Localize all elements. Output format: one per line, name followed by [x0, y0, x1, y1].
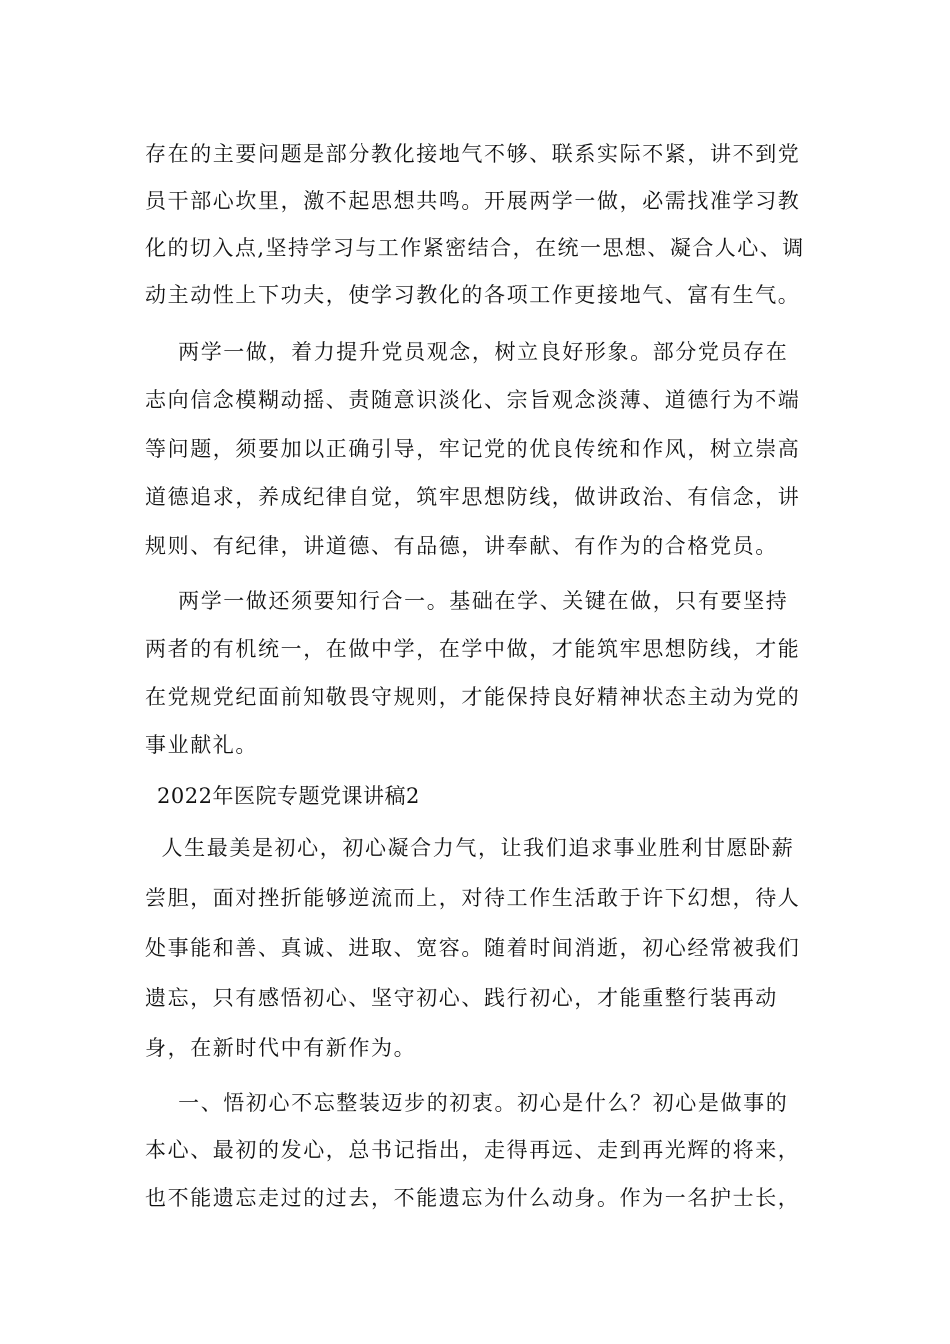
text-line: 规则、有纪律，讲道德、有品德，讲奉献、有作为的合格党员。	[145, 534, 778, 558]
text-line: 志向信念模糊动摇、责随意识淡化、宗旨观念淡薄、道德行为不端	[145, 388, 801, 412]
text-line: 本心、最初的发心，总书记指出，走得再远、走到再光辉的将来，	[145, 1138, 801, 1162]
text-line: 道德追求，养成纪律自觉，筑牢思想防线，做讲政治、有信念，讲	[145, 485, 801, 509]
text-line: 也不能遗忘走过的过去，不能遗忘为什么动身。作为一名护士长，	[145, 1186, 801, 1210]
text-line: 事业献礼。	[145, 733, 258, 757]
text-line: 在党规党纪面前知敬畏守规则，才能保持良好精神状态主动为党的	[145, 685, 801, 709]
text-line: 身，在新时代中有新作为。	[145, 1036, 417, 1060]
text-line: 等问题，须要加以正确引导，牢记党的优良传统和作风，树立崇高	[145, 437, 801, 461]
text-line: 动主动性上下功夫，使学习教化的各项工作更接地气、富有生气。	[145, 283, 801, 307]
text-line: 化的切入点,坚持学习与工作紧密结合，在统一思想、凝合人心、调	[145, 236, 805, 260]
text-line: 员干部心坎里，激不起思想共鸣。开展两学一做，必需找准学习教	[145, 189, 801, 213]
text-line: 一、悟初心不忘整装迈步的初衷。初心是什么？初心是做事的	[145, 1091, 789, 1115]
text-line: 遗忘，只有感悟初心、坚守初心、践行初心，才能重整行装再动	[145, 986, 778, 1010]
text-line: 两学一做，着力提升党员观念，树立良好形象。部分党员存在	[145, 340, 789, 364]
text-line: 尝胆，面对挫折能够逆流而上，对待工作生活敢于许下幻想，待人	[145, 886, 801, 910]
text-line: 存在的主要问题是部分教化接地气不够、联系实际不紧，讲不到党	[145, 142, 801, 166]
text-line: 处事能和善、真诚、进取、宽容。随着时间消逝，初心经常被我们	[145, 936, 801, 960]
text-line: 两者的有机统一，在做中学，在学中做，才能筑牢思想防线，才能	[145, 637, 801, 661]
section-title: 2022年医院专题党课讲稿2	[157, 784, 420, 808]
text-line: 人生最美是初心，初心凝合力气，让我们追求事业胜利甘愿卧薪	[145, 836, 795, 860]
text-line: 两学一做还须要知行合一。基础在学、关键在做，只有要坚持	[145, 589, 789, 613]
